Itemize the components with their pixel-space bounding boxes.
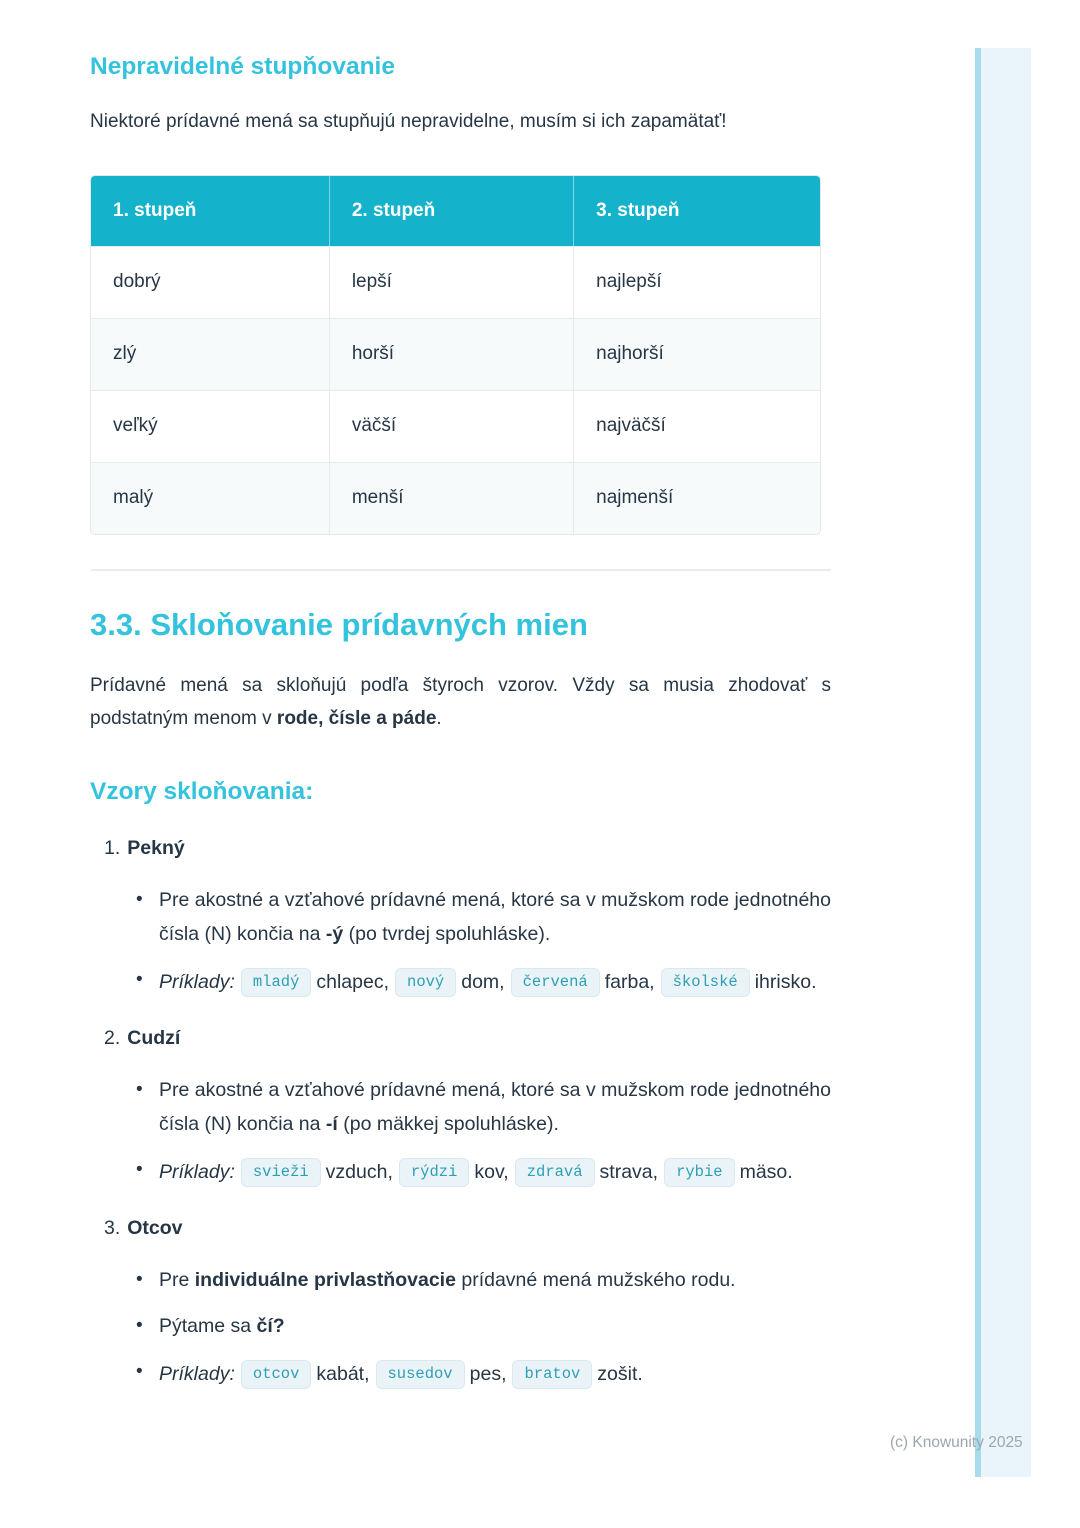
- table-cell: lepší: [329, 246, 573, 318]
- code-badge: rybie: [664, 1158, 735, 1187]
- patterns-list: [90, 833, 831, 1393]
- table-cell: najhorší: [574, 318, 820, 390]
- section-divider: [91, 569, 831, 571]
- pattern-title: Pekný: [127, 836, 185, 859]
- comparison-table: [90, 175, 821, 535]
- bullet-icon: •: [136, 888, 143, 910]
- table-header-cell: 3. stupeň: [574, 176, 820, 247]
- table-row: [91, 246, 820, 318]
- paragraph-text: .: [436, 708, 442, 729]
- bullet-icon: •: [136, 1158, 143, 1180]
- pattern-title: Otcov: [127, 1216, 183, 1239]
- table-cell: menší: [329, 462, 573, 534]
- copyright-notice: (c) Knowunity 2025: [890, 1434, 1023, 1451]
- bullet-icon: •: [136, 968, 143, 990]
- code-badge: susedov: [376, 1360, 465, 1389]
- bullet-icon: •: [136, 1360, 143, 1382]
- rule-text: Pre individuálne privlastňovacie prídavné mená mužského rodu.: [159, 1268, 736, 1291]
- table-cell: najlepší: [574, 246, 820, 318]
- bullet-icon: •: [136, 1314, 143, 1336]
- examples-text: Príklady: mladý chlapec, nový dom, červená farba, školské ihrisko.: [159, 963, 831, 1001]
- section-heading-declension: 3.3. Skloňovanie prídavných mien: [90, 606, 588, 642]
- examples-label: Príklady:: [159, 970, 235, 993]
- bullet-icon: •: [136, 1078, 143, 1100]
- section-heading-irregular-comparison: Nepravidelné stupňovanie: [90, 53, 395, 80]
- table-header-cell: 2. stupeň: [329, 176, 573, 247]
- pattern-item-pekny: [90, 833, 831, 863]
- list-number: 1.: [104, 836, 121, 859]
- table-cell: zlý: [91, 318, 329, 390]
- table-cell: najväčší: [574, 390, 820, 462]
- rule-text: Pre akostné a vzťahové prídavné mená, ktoré sa v mužskom rode jednotného čísla (N) končia na -ý (po tvrdej spoluhláske).: [159, 888, 831, 945]
- table-header-cell: 1. stupeň: [91, 176, 329, 247]
- paragraph-text: Prídavné mená sa skloňujú podľa štyroch vzorov. Vždy sa musia zhodovať s podstatným menom v: [90, 674, 831, 729]
- code-badge: mladý: [241, 968, 312, 997]
- page-content: [90, 0, 831, 1393]
- bullet-icon: •: [136, 1268, 143, 1290]
- code-badge: svieži: [241, 1158, 321, 1187]
- table-row: [91, 318, 820, 390]
- examples-bullet: [90, 1355, 831, 1393]
- rule-bullet: [90, 1263, 831, 1297]
- table-cell: najmenší: [574, 462, 820, 534]
- rule-bullet: [90, 1073, 831, 1141]
- rule-bold-text: individuálne privlastňovacie: [194, 1268, 456, 1291]
- examples-text: Príklady: otcov kabát, susedov pes, bratov zošit.: [159, 1355, 831, 1393]
- code-badge: školské: [661, 968, 750, 997]
- examples-label: Príklady:: [159, 1362, 235, 1385]
- pattern-item-cudzi: [90, 1023, 831, 1053]
- list-number: 3.: [104, 1216, 121, 1239]
- rule-bold-text: -ý: [325, 922, 344, 945]
- table-cell: väčší: [329, 390, 573, 462]
- subsection-heading-patterns: Vzory skloňovania:: [90, 777, 314, 805]
- examples-label: Príklady:: [159, 1160, 235, 1183]
- declension-paragraph: [90, 669, 831, 736]
- list-number: 2.: [104, 1026, 121, 1049]
- table-cell: malý: [91, 462, 329, 534]
- rule-text: Pre akostné a vzťahové prídavné mená, ktoré sa v mužskom rode jednotného čísla (N) končia na -í (po mäkkej spoluhláske).: [159, 1078, 831, 1135]
- examples-bullet: [90, 1153, 831, 1191]
- table-cell: veľký: [91, 390, 329, 462]
- code-badge: bratov: [512, 1360, 592, 1389]
- table-cell: horší: [329, 318, 573, 390]
- intro-paragraph: Niektoré prídavné mená sa stupňujú nepravidelne, musím si ich zapamätať!: [90, 111, 727, 132]
- code-badge: rýdzi: [399, 1158, 470, 1187]
- table-cell: dobrý: [91, 246, 329, 318]
- code-badge: červená: [511, 968, 600, 997]
- table-row: [91, 462, 820, 534]
- pattern-item-otcov: [90, 1213, 831, 1243]
- examples-text: Príklady: svieži vzduch, rýdzi kov, zdravá strava, rybie mäso.: [159, 1153, 831, 1191]
- pattern-title: Cudzí: [127, 1026, 181, 1049]
- paragraph-bold-text: rode, čísle a páde: [276, 708, 437, 729]
- question-bullet: [90, 1309, 831, 1343]
- code-badge: zdravá: [515, 1158, 595, 1187]
- examples-bullet: [90, 963, 831, 1001]
- code-badge: otcov: [241, 1360, 312, 1389]
- rule-bold-text: -í: [325, 1112, 338, 1135]
- table-row: [91, 390, 820, 462]
- table-header-row: [91, 176, 820, 247]
- code-badge: nový: [395, 968, 456, 997]
- question-bold-text: čí?: [256, 1314, 285, 1337]
- page-edge-strip: [975, 48, 1031, 1477]
- rule-bullet: [90, 883, 831, 951]
- question-text: Pýtame sa čí?: [159, 1314, 285, 1337]
